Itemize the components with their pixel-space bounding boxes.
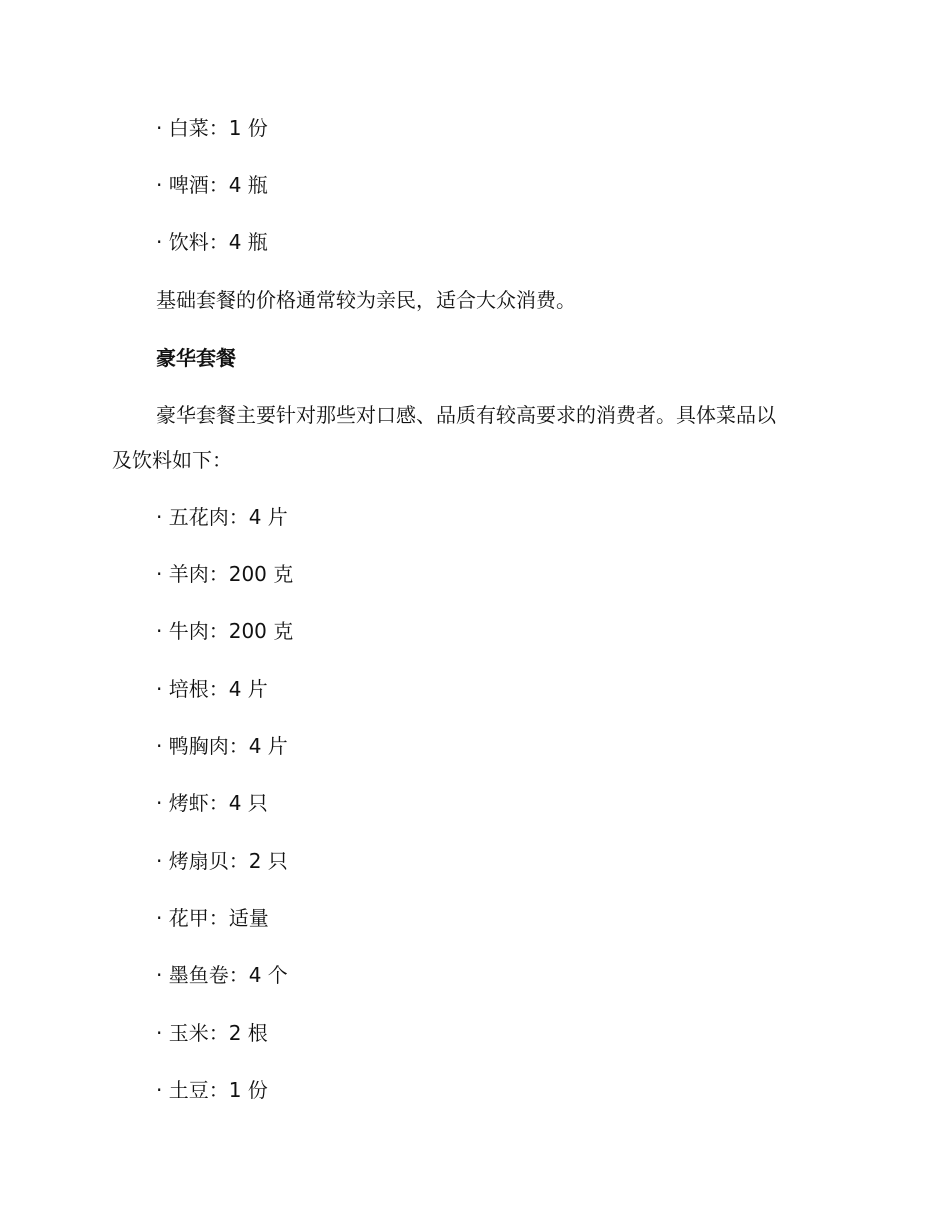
list-item: · 啤酒：4 瓶 (156, 173, 268, 197)
list-item: · 白菜：1 份 (156, 116, 268, 140)
list-item: · 墨鱼卷：4 个 (156, 963, 288, 987)
list-item: · 土豆：1 份 (156, 1078, 268, 1102)
list-item: · 鸭胸肉：4 片 (156, 734, 288, 758)
section-heading: 豪华套餐 (156, 346, 236, 370)
list-item: · 烤虾：4 只 (156, 791, 268, 815)
list-item: · 羊肉：200 克 (156, 562, 294, 586)
list-item: · 培根：4 片 (156, 677, 268, 701)
list-item: · 牛肉：200 克 (156, 619, 294, 643)
list-item: · 五花肉：4 片 (156, 505, 288, 529)
list-item: · 花甲：适量 (156, 906, 269, 930)
list-item: · 玉米：2 根 (156, 1021, 268, 1045)
deluxe-intro-line-2: 及饮料如下： (112, 448, 232, 472)
deluxe-intro-line-1: 豪华套餐主要针对那些对口感、品质有较高要求的消费者。具体菜品以 (156, 403, 776, 427)
basic-summary-paragraph: 基础套餐的价格通常较为亲民，适合大众消费。 (156, 288, 576, 312)
list-item: · 饮料：4 瓶 (156, 230, 268, 254)
list-item: · 烤扇贝：2 只 (156, 849, 288, 873)
